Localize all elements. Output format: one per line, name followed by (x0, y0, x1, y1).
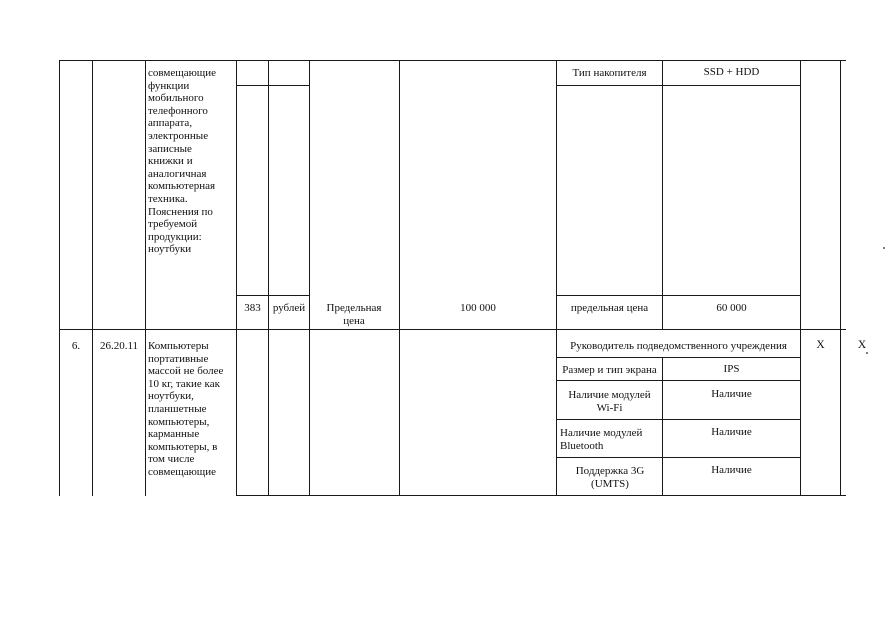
desc-line: компьютеры, (148, 415, 210, 428)
desc-line: электронные (148, 129, 209, 142)
row-divider (59, 329, 846, 330)
char-value-3g: Наличие (711, 464, 752, 476)
char-label-3g: Поддержка 3G (UMTS) (575, 465, 645, 490)
col-line (309, 60, 310, 496)
limit-price-label-2: предельная цена (570, 302, 649, 314)
char-value-wifi: Наличие (711, 388, 752, 400)
desc-line: ноутбуки (148, 243, 192, 256)
col-line (662, 60, 663, 330)
position-header: Руководитель подведомственного учреждения (570, 340, 787, 352)
desc-line: книжки и (148, 155, 193, 168)
col-line (236, 60, 237, 496)
row6-okpd-code: 26.20.11 (99, 340, 139, 352)
char-label-storage: Тип накопителя (572, 67, 647, 79)
scan-speck (883, 247, 885, 249)
limit-price-label: Предельная цена (326, 302, 382, 327)
desc-line: мобильного (148, 92, 204, 105)
top-border (59, 60, 846, 61)
desc-line: том числе (148, 453, 195, 466)
desc-line: массой не более (148, 365, 224, 378)
char-label-wifi: Наличие модулей Wi-Fi (568, 389, 651, 414)
desc-line: продукции: (148, 230, 202, 243)
rule-char-6-1 (556, 357, 800, 358)
desc-line: 10 кг, такие как (148, 377, 220, 390)
char-value-bluetooth: Наличие (711, 426, 752, 438)
col-line (145, 60, 146, 496)
desc-line: компьютерная (148, 180, 216, 193)
x-mark-2: X (857, 339, 867, 351)
desc-line: аппарата, (148, 117, 193, 130)
desc-line: компьютеры, в (148, 440, 218, 453)
x-mark-1: X (816, 339, 825, 351)
rule-unit-bottom (236, 295, 309, 296)
col-line (268, 60, 269, 496)
desc-line: Компьютеры (148, 340, 209, 352)
char-label-screen: Размер и тип экрана (562, 364, 657, 376)
row6-number: 6. (71, 340, 81, 352)
desc-line: телефонного (148, 104, 208, 117)
char-label-bluetooth: Наличие модулей Bluetooth (560, 427, 643, 452)
desc-line: записные (148, 142, 192, 155)
col-line (92, 60, 93, 496)
desc-line: планшетные (148, 402, 207, 415)
rule-char-6-3 (556, 419, 800, 420)
row5-description (148, 67, 234, 256)
desc-line: ноутбуки, (148, 390, 194, 403)
col-line (399, 60, 400, 496)
char-value-screen: IPS (723, 363, 740, 375)
scan-speck (866, 352, 868, 354)
desc-line: требуемой (148, 218, 198, 231)
char-value-storage: SSD + HDD (703, 66, 760, 78)
row6-description (148, 340, 234, 479)
col-line (800, 60, 801, 496)
rule-char-bottom (556, 295, 800, 296)
bottom-border (236, 495, 846, 496)
desc-line: Пояснения по (148, 205, 213, 218)
desc-line: портативные (148, 352, 209, 365)
col-line (59, 60, 60, 496)
limit-price-value: 100 000 (460, 302, 496, 314)
desc-line: совмещающие (148, 67, 217, 79)
rule-char-6-2 (556, 380, 800, 381)
col-line (556, 60, 557, 496)
desc-line: карманные (148, 428, 200, 441)
desc-line: техника. (148, 192, 188, 205)
rule-char-6-4 (556, 457, 800, 458)
limit-price-value-2: 60 000 (716, 302, 747, 314)
desc-line: совмещающие (148, 465, 217, 478)
col-line (840, 60, 841, 496)
rule-char-top (556, 85, 800, 86)
unit-code: 383 (244, 302, 261, 314)
desc-line: аналогичная (148, 167, 207, 180)
rule-unit-top (236, 85, 309, 86)
desc-line: функции (148, 79, 190, 92)
unit-name: рублей (272, 302, 306, 314)
